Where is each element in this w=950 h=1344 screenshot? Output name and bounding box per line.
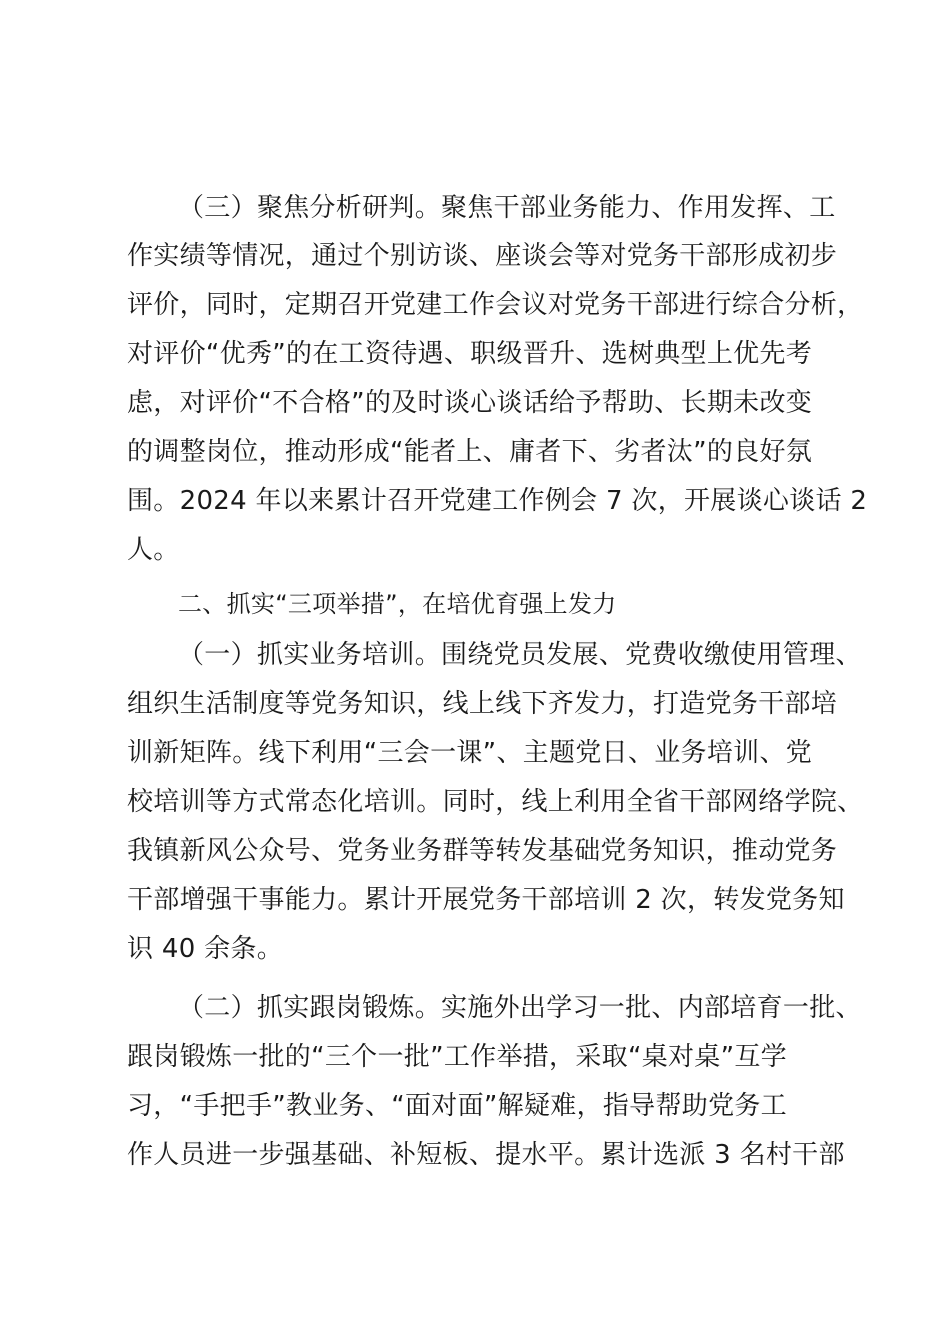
paragraph-2-line-1: （一）抓实业务培训。围绕党员发展、党费收缴使用管理、 bbox=[178, 640, 862, 670]
paragraph-2-line-4: 校培训等方式常态化培训。同时，线上利用全省干部网络学院、 bbox=[127, 787, 864, 817]
section-heading: 二、抓实“三项举措”，在培优育强上发力 bbox=[178, 590, 617, 618]
paragraph-3-line-2: 跟岗锻炼一批的“三个一批”工作举措，采取“桌对桌”互学 bbox=[127, 1042, 787, 1072]
paragraph-1-line-3: 评价，同时，定期召开党建工作会议对党务干部进行综合分析， bbox=[127, 290, 864, 320]
paragraph-2-line-5: 我镇新风公众号、党务业务群等转发基础党务知识，推动党务 bbox=[127, 836, 838, 866]
paragraph-3-line-4: 作人员进一步强基础、补短板、提水平。累计选派 3 名村干部 bbox=[127, 1140, 845, 1170]
paragraph-1-line-1: （三）聚焦分析研判。聚焦干部业务能力、作用发挥、工 bbox=[178, 193, 836, 223]
paragraph-1-line-2: 作实绩等情况，通过个别访谈、座谈会等对党务干部形成初步 bbox=[127, 241, 838, 271]
paragraph-2-line-3: 训新矩阵。线下利用“三会一课”、主题党日、业务培训、党 bbox=[127, 738, 813, 768]
paragraph-1-line-8: 人。 bbox=[127, 535, 180, 565]
paragraph-1-line-5: 虑，对评价“不合格”的及时谈心谈话给予帮助、长期未改变 bbox=[127, 388, 813, 418]
paragraph-2-line-2: 组织生活制度等党务知识，线上线下齐发力，打造党务干部培 bbox=[127, 689, 838, 719]
paragraph-1-line-4: 对评价“优秀”的在工资待遇、职级晋升、选树典型上优先考 bbox=[127, 339, 813, 369]
paragraph-3-line-3: 习，“手把手”教业务、“面对面”解疑难，指导帮助党务工 bbox=[127, 1091, 787, 1121]
paragraph-2-line-7: 识 40 余条。 bbox=[127, 934, 284, 964]
paragraph-2-line-6: 干部增强干事能力。累计开展党务干部培训 2 次，转发党务知 bbox=[127, 885, 845, 915]
paragraph-3-line-1: （二）抓实跟岗锻炼。实施外出学习一批、内部培育一批、 bbox=[178, 993, 862, 1023]
paragraph-1-line-7: 围。2024 年以来累计召开党建工作例会 7 次，开展谈心谈话 2 bbox=[127, 486, 868, 516]
paragraph-1-line-6: 的调整岗位，推动形成“能者上、庸者下、劣者汰”的良好氛 bbox=[127, 437, 813, 467]
